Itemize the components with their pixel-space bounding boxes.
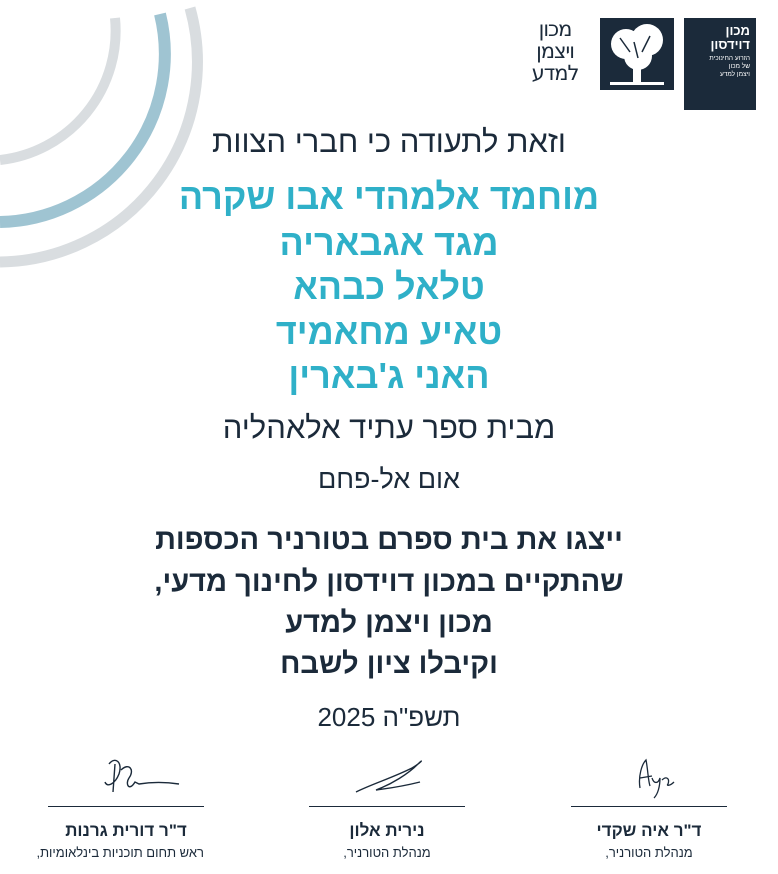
signature-block-nirit	[309, 748, 465, 860]
signature-dorit-icon	[71, 748, 181, 804]
team-member-name: מוחמד אלמהדי אבו שקרה	[178, 176, 600, 217]
signer-name: ד"ר איה שקדי	[596, 821, 702, 840]
team-member-name: האני ג'בארין	[288, 355, 490, 396]
team-member-name: טלאל כבהא	[293, 266, 485, 307]
weizmann-logo-line: למדע	[531, 61, 579, 85]
school-name: מבית ספר עתיד אלאהליה	[222, 410, 556, 445]
weizmann-logo-line: ויצמן	[536, 39, 574, 63]
signature-block-dorit	[36, 748, 204, 860]
logos	[520, 18, 756, 110]
weizmann-logo-line: מכון	[538, 17, 572, 41]
signature-line	[571, 806, 727, 807]
davidson-logo-subtitle: הזרוע החינוכית	[709, 55, 750, 62]
signature-nirit-icon	[332, 748, 442, 804]
signer-title: ראש תחום תוכניות בינלאומיות,	[36, 845, 204, 860]
signer-title: מנהלת הטורניר,	[605, 845, 693, 860]
davidson-logo	[684, 18, 756, 110]
certificate-intro: וזאת לתעודה כי חברי הצוות	[212, 124, 566, 159]
team-member-name: טאיע מחאמיד	[275, 311, 503, 352]
signer-title: מנהלת הטורניר,	[343, 845, 431, 860]
signature-block-aya	[571, 748, 727, 860]
signer-name: נירית אלון	[349, 821, 425, 840]
weizmann-logo	[520, 18, 590, 90]
city-name: אום אל-פחם	[317, 464, 461, 494]
davidson-logo-subtitle: ויצמן למדע	[719, 71, 750, 78]
tree-logo-icon	[600, 18, 674, 90]
signer-name: ד"ר דורית גרנות	[65, 821, 187, 840]
certificate-body-line: שהתקיים במכון דוידסון לחינוך מדעי,	[154, 566, 624, 598]
certificate-body-line: מכון ויצמן למדע	[285, 607, 493, 639]
certificate-body-line: וקיבלו ציון לשבח	[280, 648, 498, 680]
signature-aya-icon	[594, 748, 704, 804]
davidson-logo-title: מכון	[725, 23, 750, 38]
signature-line	[309, 806, 465, 807]
signature-line	[48, 806, 204, 807]
certificate-year: תשפ"ה 2025	[317, 702, 461, 732]
certificate-body-line: ייצגו את בית ספרם בטורניר הכספות	[155, 524, 623, 556]
team-member-name: מגד אגבאריה	[279, 222, 499, 263]
davidson-logo-title: דוידסון	[710, 37, 750, 52]
davidson-logo-subtitle: של מכון	[728, 63, 750, 70]
